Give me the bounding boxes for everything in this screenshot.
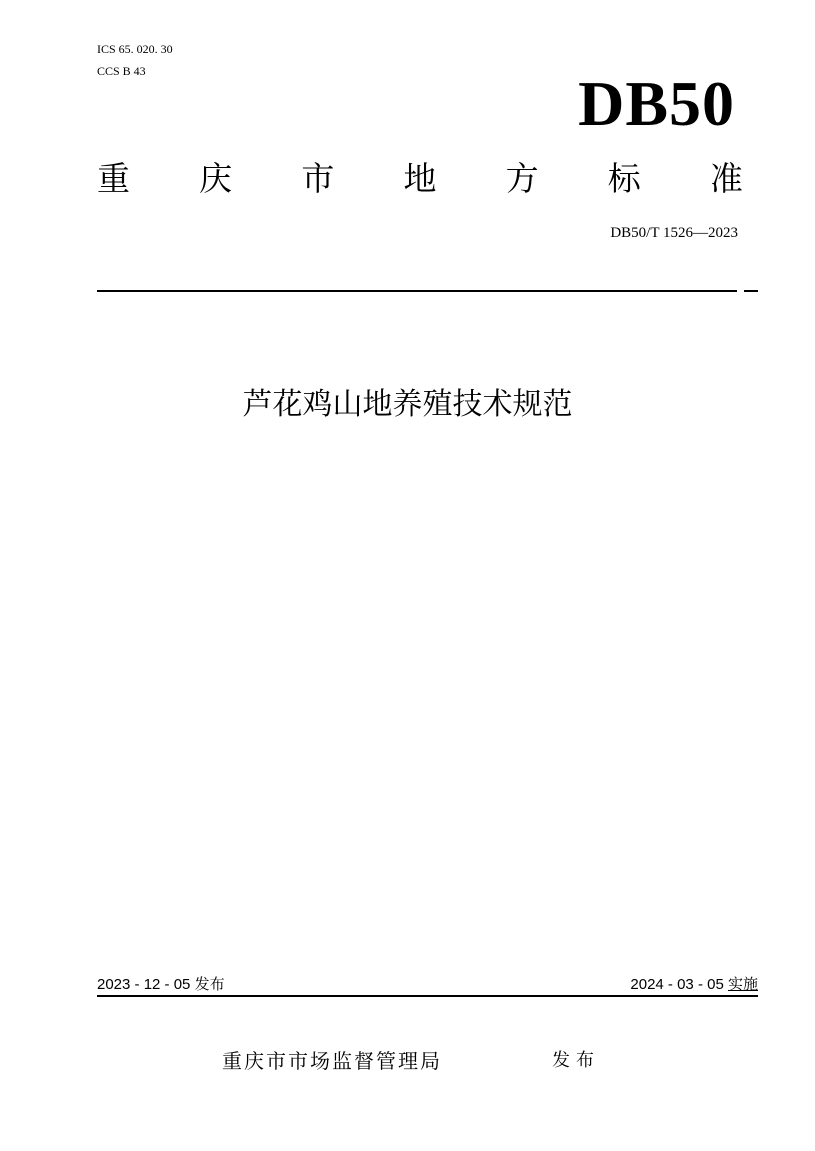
standard-type	[97, 160, 743, 198]
issue-label: 发布	[552, 1050, 600, 1071]
implement-label-b: 施	[742, 976, 758, 993]
header-rule-tail	[744, 290, 758, 292]
ccs-code: CCS B 43	[97, 64, 146, 78]
publish-date: 2023 - 12 - 05 发布	[97, 976, 225, 993]
implement-label-a: 实	[727, 976, 743, 993]
ics-code: ICS 65. 020. 30	[97, 42, 173, 56]
standard-type-char: 市	[301, 159, 335, 198]
standard-type-char: 方	[505, 159, 539, 198]
db-logo: DB50	[578, 68, 735, 139]
publisher-name: 重庆市市场监督管理局	[222, 1049, 442, 1073]
standard-type-char: 地	[403, 159, 437, 198]
standard-type-char: 重	[97, 159, 130, 198]
implement-date-value: 2024 - 03 - 05	[630, 976, 728, 993]
standard-type-char: 准	[709, 159, 743, 198]
standard-number: DB50/T 1526—2023	[610, 225, 738, 241]
header-rule	[97, 290, 737, 292]
standard-type-char: 庆	[199, 159, 233, 198]
document-title: 芦花鸡山地养殖技术规范	[242, 387, 573, 422]
footer-rule	[97, 995, 758, 997]
standard-type-char: 标	[607, 159, 641, 198]
implement-date	[630, 976, 758, 994]
